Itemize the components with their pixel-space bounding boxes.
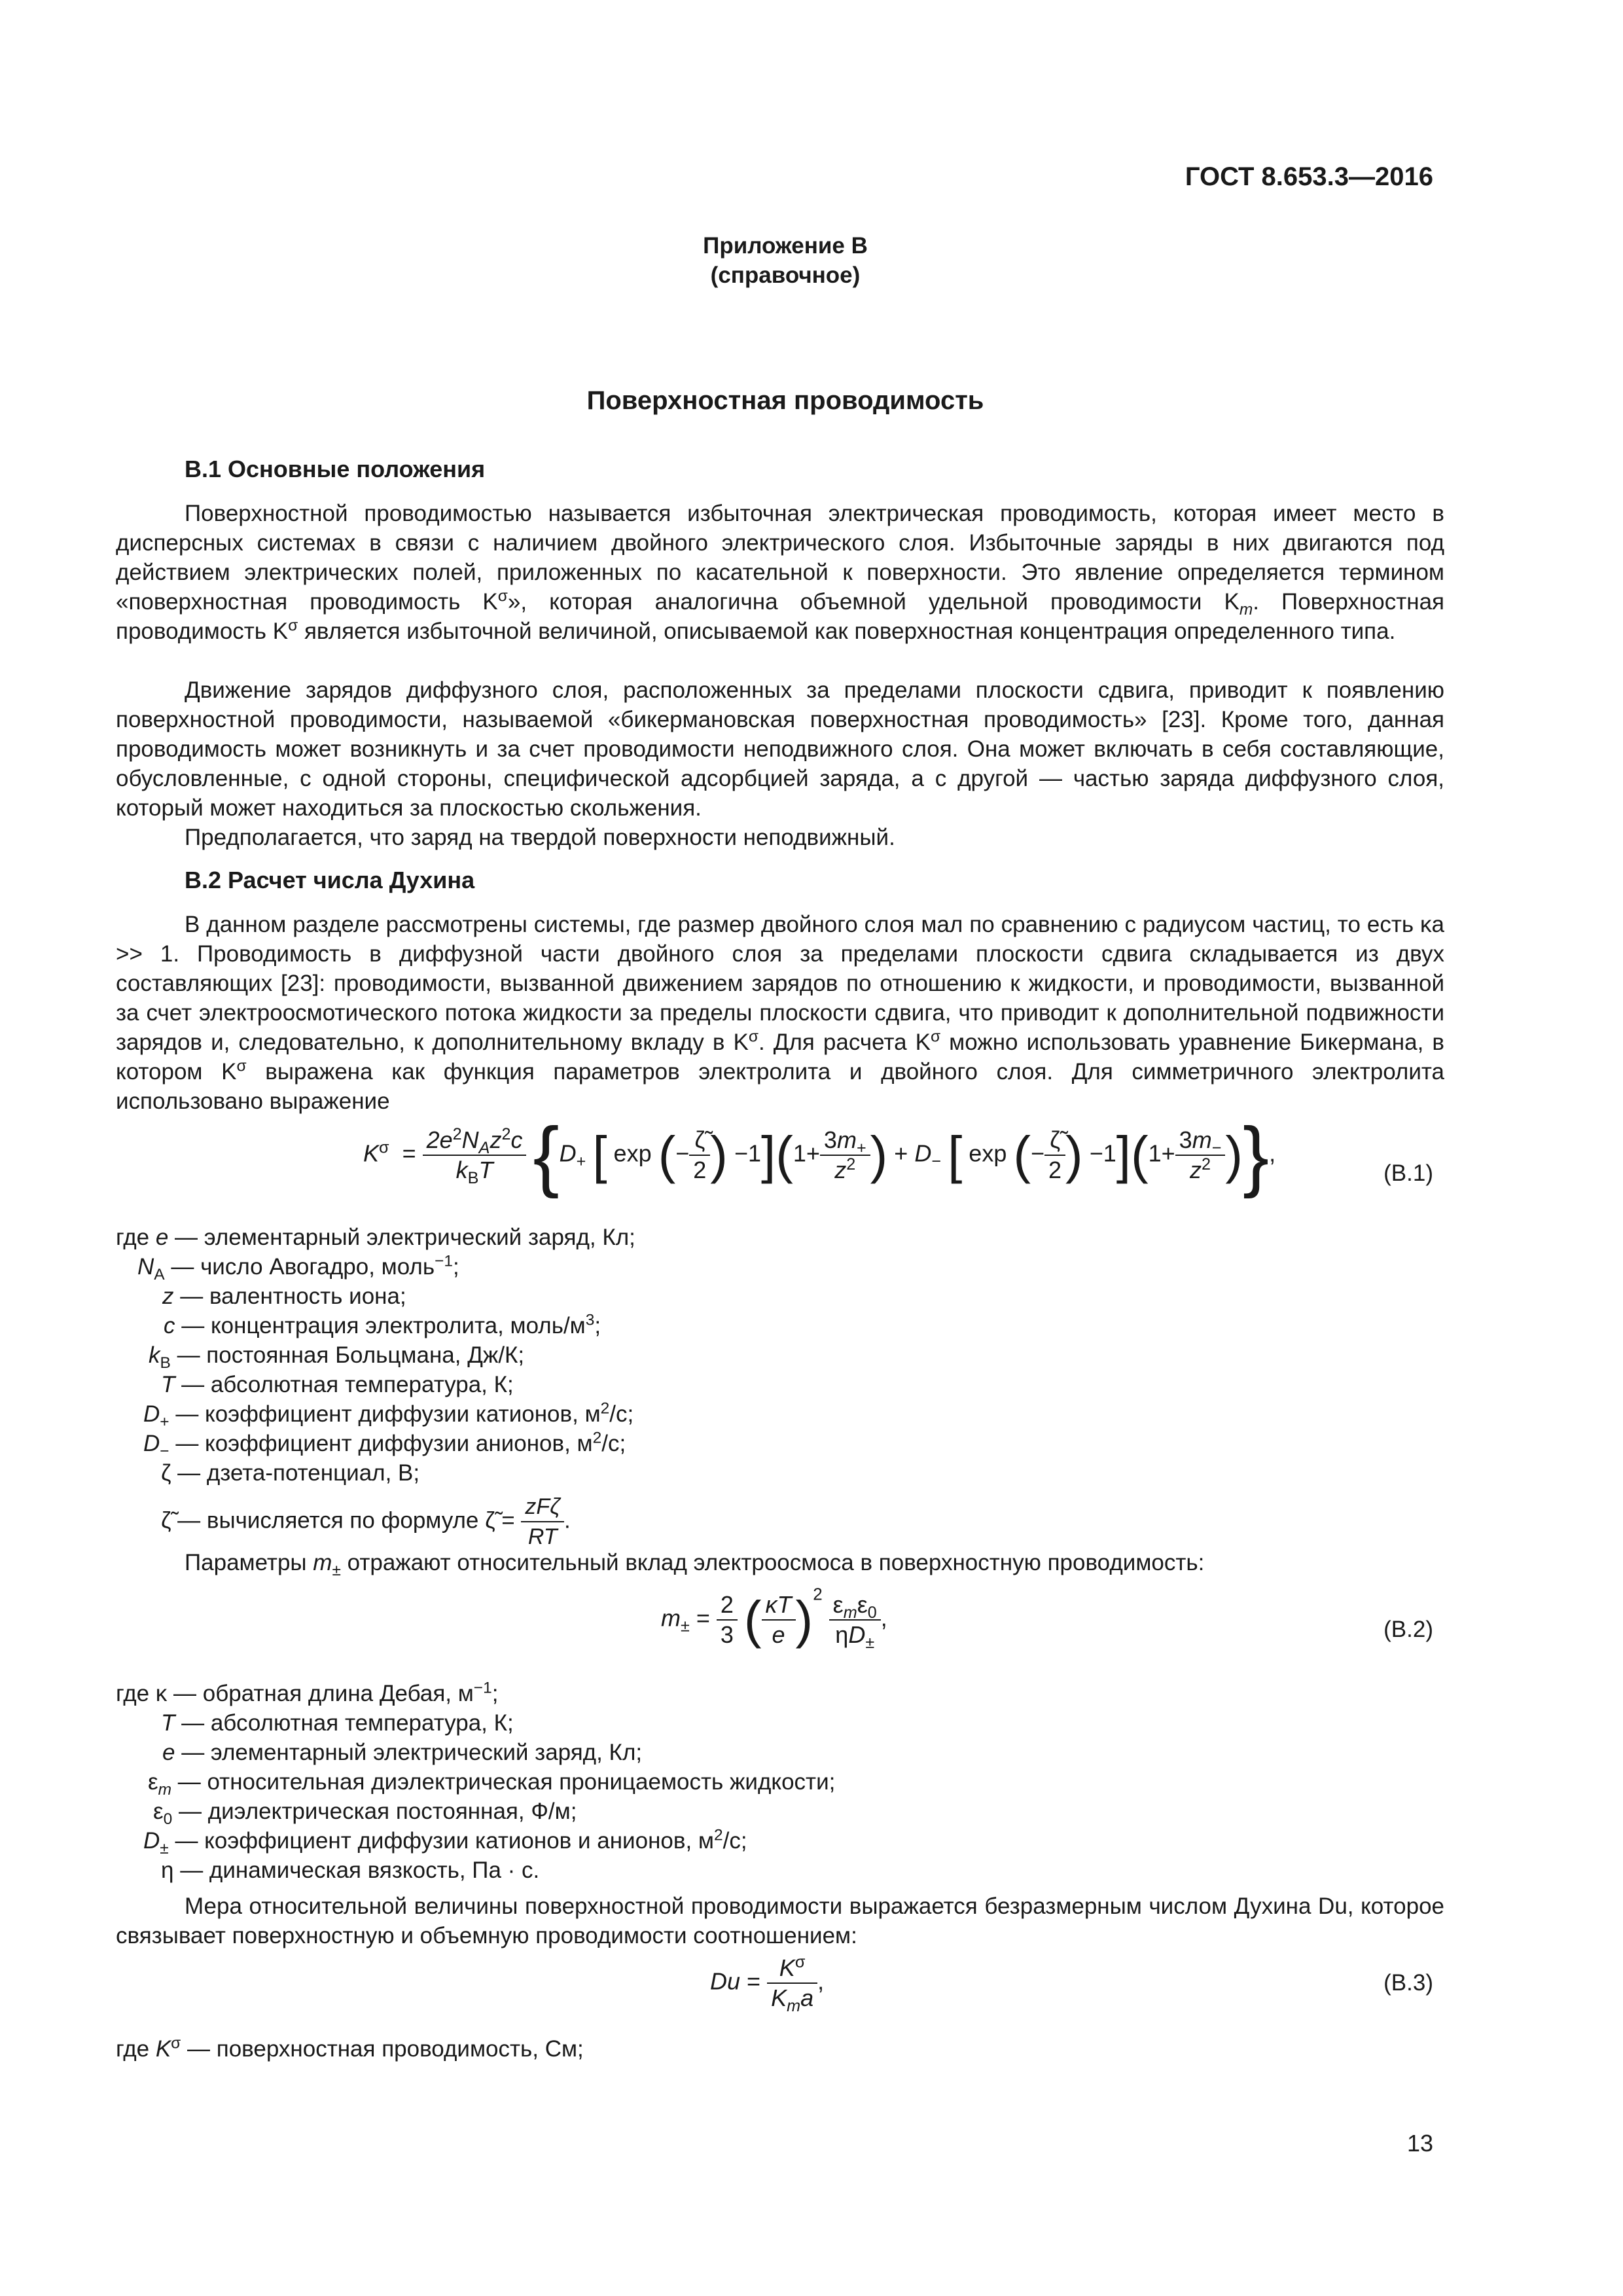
def-e: где e — элементарный электрический заряд, Кл; xyxy=(116,1225,635,1250)
equation-b1: $K^\sigma$ = $\frac{2e^2N_Az^2c}{k_BT}$ {$D_+$ [ exp (− $\frac{\zetã}{2}$ ) −1](1+ $\frac{3m_+}{z^2}$ ) + $D_-$ [ exp (− $\frac{\zetã}{2}$ ) −1](1+ $\frac{3m_-}{z^2}$ )}, xyxy=(363,1111,1276,1199)
paragraph-4: В данном разделе рассмотрены системы, где размер двойного слоя мал по сравнению с радиусом частиц, то есть κa >> 1. Проводимость в диффузной части двойного слоя за пределами плоскости сдвига складывается из двух составляющих [23]: проводимости, вызванной движением зарядов по отношению к жидкости, и проводимости, вызванной за счет электроосмотического потока жидкости за пределы плоскости сдвига, что приводит к дополнительной подвижности зарядов и, следовательно, к дополнительному вкладу в $K^\sigma$. Для расчета $K^\sigma$ можно использовать уравнение Бикермана, в котором $K^\sigma$ выражена как функция параметров электролита и двойного слоя. Для симметричного электролита использовано выражение xyxy=(116,912,1444,1114)
paragraph-3: Предполагается, что заряд на твердой поверхности неподвижный. xyxy=(185,825,895,850)
appendix-title: Приложение В xyxy=(703,233,868,259)
equation-b3: Du = $\frac{K^\sigma}{K_ma}$ , xyxy=(710,1953,825,2016)
page-number: 13 xyxy=(1406,2130,1433,2157)
def-kappa: где κ — обратная длина Дебая, $м^{-1}$; xyxy=(116,1679,499,1706)
def-kb: $k_B$ — постоянная Больцмана, Дж/К; xyxy=(149,1342,525,1372)
def-dminus: $D_-$ — коэффициент диффузии анионов, $м^2/с$; xyxy=(143,1429,626,1460)
def-dplus: $D_+$ — коэффициент диффузии катионов, $м^2/с$; xyxy=(143,1399,634,1431)
def-dpm: $D_\pm$ — коэффициент диффузии катионов и анионов, $м^2/с$; xyxy=(143,1826,747,1857)
def-e2: e — элементарный электрический заряд, Кл; xyxy=(162,1740,643,1765)
equation-b2: $m_\pm$ = $\frac{2}{3}$ ( $\frac{\kappa T}{e}$ )$^2$ $\frac{\varepsilon_m\varepsilon_0}{\eta D_\pm}$ , xyxy=(661,1584,887,1653)
paragraph-du: Мера относительной величины поверхностной проводимости выражается безразмерным числом Духина Du, которое связывает поверхностную и объемную проводимости соотношением: xyxy=(116,1893,1444,1948)
def-k-sigma: где $K^\sigma$ — поверхностная проводимость, См; xyxy=(116,2034,584,2062)
section-heading-1: В.1 Основные положения xyxy=(185,456,486,482)
def-t: T — абсолютная температура, К; xyxy=(161,1372,514,1397)
paragraph-m-params: Параметры $m_\pm$ отражают относительный вклад электроосмоса в поверхностную проводимость: xyxy=(185,1550,1205,1579)
equation-number-b1: (В.1) xyxy=(1383,1160,1433,1186)
document-code: ГОСТ 8.653.3—2016 xyxy=(1185,162,1433,191)
eq1-coefficient: $\frac{2e^2N_Az^2c}{k_BT}$ xyxy=(423,1126,527,1185)
def-eps-m: $\varepsilon_m$ — относительная диэлектрическая проницаемость жидкости; xyxy=(148,1769,836,1799)
def-z: z — валентность иона; xyxy=(162,1283,406,1309)
page-title: Поверхностная проводимость xyxy=(586,386,984,415)
equation-number-b3: (В.3) xyxy=(1383,1970,1433,1996)
def-eps-0: $\varepsilon_0$ — диэлектрическая постоянная, Ф/м; xyxy=(153,1799,577,1828)
def-zeta: ζ — дзета-потенциал, В; xyxy=(161,1460,420,1486)
def-na: $N_A$ — число Авогадро, моль$^{-1}$; xyxy=(137,1252,459,1283)
def-t2: T — абсолютная температура, К; xyxy=(161,1710,514,1736)
def-eta: η — динамическая вязкость, Па · с. xyxy=(161,1857,540,1883)
def-zeta-tilde: ζ̃ — вычисляется по формуле ζ̃ = $\frac{\text{zFζ}}{RT}$ . xyxy=(161,1492,571,1551)
paragraph-2: Движение зарядов диффузного слоя, расположенных за пределами плоскости сдвига, приводит к появлению поверхностной проводимости, называемой «бикермановская поверхностная проводимость» [23]. Кроме того, данная проводимость может возникнуть и за счет проводимости неподвижного слоя. Она может включать в себя составляющие, обусловленные, с одной стороны, специфической адсорбцией заряда, а с другой — частью заряда диффузного слоя, который может находиться за плоскостью скольжения. xyxy=(116,677,1444,821)
paragraph-1: Поверхностной проводимостью называется избыточная электрическая проводимость, которая имеет место в дисперсных системах в связи с наличием двойного электрического слоя. Избыточные заряды в них двигаются под действием электрических полей, приложенных по касательной к поверхности. Это явление определяется термином «поверхностная проводимость $K^\sigma$», которая аналогична объемной удельной проводимости $K_m$. Поверхностная проводимость $K^\sigma$ является избыточной величиной, описываемой как поверхностная концентрация определенного типа. xyxy=(116,501,1444,644)
def-c: c — концентрация электролита, моль/$м^3$; xyxy=(164,1311,601,1338)
appendix-subtitle: (справочное) xyxy=(710,262,861,288)
section-heading-2: В.2 Расчет числа Духина xyxy=(185,867,475,893)
equation-number-b2: (В.2) xyxy=(1383,1617,1433,1642)
